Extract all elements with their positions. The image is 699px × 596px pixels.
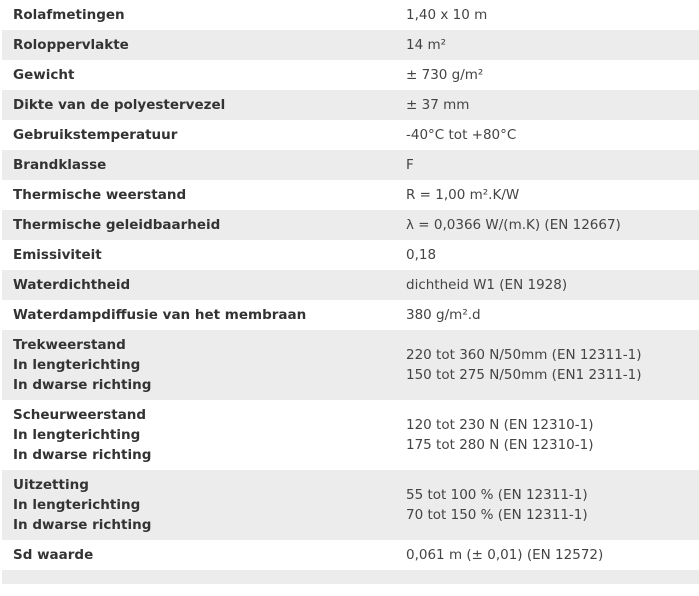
table-row bbox=[2, 330, 699, 400]
spec-value bbox=[394, 215, 699, 235]
spec-value-line: 380 g/m².d bbox=[406, 307, 481, 323]
table-row bbox=[2, 240, 699, 270]
spec-label bbox=[2, 335, 394, 395]
spec-label bbox=[2, 475, 394, 535]
table-row bbox=[2, 300, 699, 330]
table-row bbox=[2, 120, 699, 150]
spec-value-line: -40°C tot +80°C bbox=[406, 127, 517, 143]
spec-label-line: In dwarse richting bbox=[13, 447, 152, 463]
spec-label bbox=[2, 95, 394, 115]
spec-value-line: 55 tot 100 % (EN 12311-1) bbox=[406, 487, 588, 503]
spec-value-line: 14 m² bbox=[406, 37, 447, 53]
spec-label bbox=[2, 65, 394, 85]
spec-value-line: F bbox=[406, 157, 414, 173]
spec-label bbox=[2, 155, 394, 175]
table-footer-row bbox=[2, 570, 699, 584]
spec-value-line: 0,061 m (± 0,01) (EN 12572) bbox=[406, 547, 604, 563]
spec-label-line: In dwarse richting bbox=[13, 377, 152, 393]
spec-label-line: Thermische weerstand bbox=[13, 187, 187, 203]
spec-label bbox=[2, 35, 394, 55]
spec-value bbox=[394, 35, 699, 55]
spec-label bbox=[2, 215, 394, 235]
table-row bbox=[2, 30, 699, 60]
spec-label-line: Rolafmetingen bbox=[13, 7, 125, 23]
table-row bbox=[2, 210, 699, 240]
spec-value bbox=[394, 415, 699, 455]
spec-value bbox=[394, 545, 699, 565]
specifications-table bbox=[2, 0, 699, 584]
spec-value-line: 150 tot 275 N/50mm (EN1 2311-1) bbox=[406, 367, 642, 383]
spec-label bbox=[2, 5, 394, 25]
spec-value bbox=[394, 65, 699, 85]
spec-label-line: In lengterichting bbox=[13, 427, 141, 443]
table-row bbox=[2, 90, 699, 120]
table-row bbox=[2, 0, 699, 30]
spec-label-line: Gewicht bbox=[13, 67, 75, 83]
spec-label bbox=[2, 305, 394, 325]
spec-label-line: Trekweerstand bbox=[13, 337, 126, 353]
spec-label bbox=[2, 545, 394, 565]
table-row bbox=[2, 540, 699, 570]
spec-label-line: Uitzetting bbox=[13, 477, 89, 493]
table-row bbox=[2, 60, 699, 90]
spec-label-line: In dwarse richting bbox=[13, 517, 152, 533]
spec-value-line: 0,18 bbox=[406, 247, 437, 263]
spec-value bbox=[394, 185, 699, 205]
table-row bbox=[2, 470, 699, 540]
spec-value-line: ± 37 mm bbox=[406, 97, 470, 113]
spec-label-line: Dikte van de polyestervezel bbox=[13, 97, 226, 113]
spec-value-line: 220 tot 360 N/50mm (EN 12311-1) bbox=[406, 347, 642, 363]
spec-value bbox=[394, 245, 699, 265]
spec-label-line: Emissiviteit bbox=[13, 247, 102, 263]
spec-label-line: Waterdampdiffusie van het membraan bbox=[13, 307, 307, 323]
spec-value bbox=[394, 275, 699, 295]
spec-value-line: 120 tot 230 N (EN 12310-1) bbox=[406, 417, 594, 433]
spec-label-line: In lengterichting bbox=[13, 497, 141, 513]
spec-label bbox=[2, 275, 394, 295]
spec-value bbox=[394, 5, 699, 25]
spec-label-line: Gebruikstemperatuur bbox=[13, 127, 178, 143]
spec-label-line: Roloppervlakte bbox=[13, 37, 129, 53]
table-row bbox=[2, 270, 699, 300]
spec-label-line: In lengterichting bbox=[13, 357, 141, 373]
spec-value bbox=[394, 155, 699, 175]
spec-label bbox=[2, 245, 394, 265]
table-row bbox=[2, 150, 699, 180]
spec-label-line: Waterdichtheid bbox=[13, 277, 131, 293]
spec-label-line: Scheurweerstand bbox=[13, 407, 147, 423]
spec-value bbox=[394, 485, 699, 525]
spec-value bbox=[394, 125, 699, 145]
spec-value-line: λ = 0,0366 W/(m.K) (EN 12667) bbox=[406, 217, 621, 233]
spec-value bbox=[394, 305, 699, 325]
spec-value bbox=[394, 95, 699, 115]
spec-value-line: R = 1,00 m².K/W bbox=[406, 187, 520, 203]
spec-label-line: Brandklasse bbox=[13, 157, 107, 173]
spec-value-line: 70 tot 150 % (EN 12311-1) bbox=[406, 507, 588, 523]
spec-label bbox=[2, 185, 394, 205]
spec-label bbox=[2, 125, 394, 145]
spec-label-line: Sd waarde bbox=[13, 547, 94, 563]
table-row bbox=[2, 400, 699, 470]
spec-label bbox=[2, 405, 394, 465]
table-row bbox=[2, 180, 699, 210]
spec-value-line: dichtheid W1 (EN 1928) bbox=[406, 277, 568, 293]
spec-value-line: 175 tot 280 N (EN 12310-1) bbox=[406, 437, 594, 453]
spec-value-line: 1,40 x 10 m bbox=[406, 7, 488, 23]
spec-value-line: ± 730 g/m² bbox=[406, 67, 484, 83]
spec-value bbox=[394, 345, 699, 385]
spec-label-line: Thermische geleidbaarheid bbox=[13, 217, 221, 233]
